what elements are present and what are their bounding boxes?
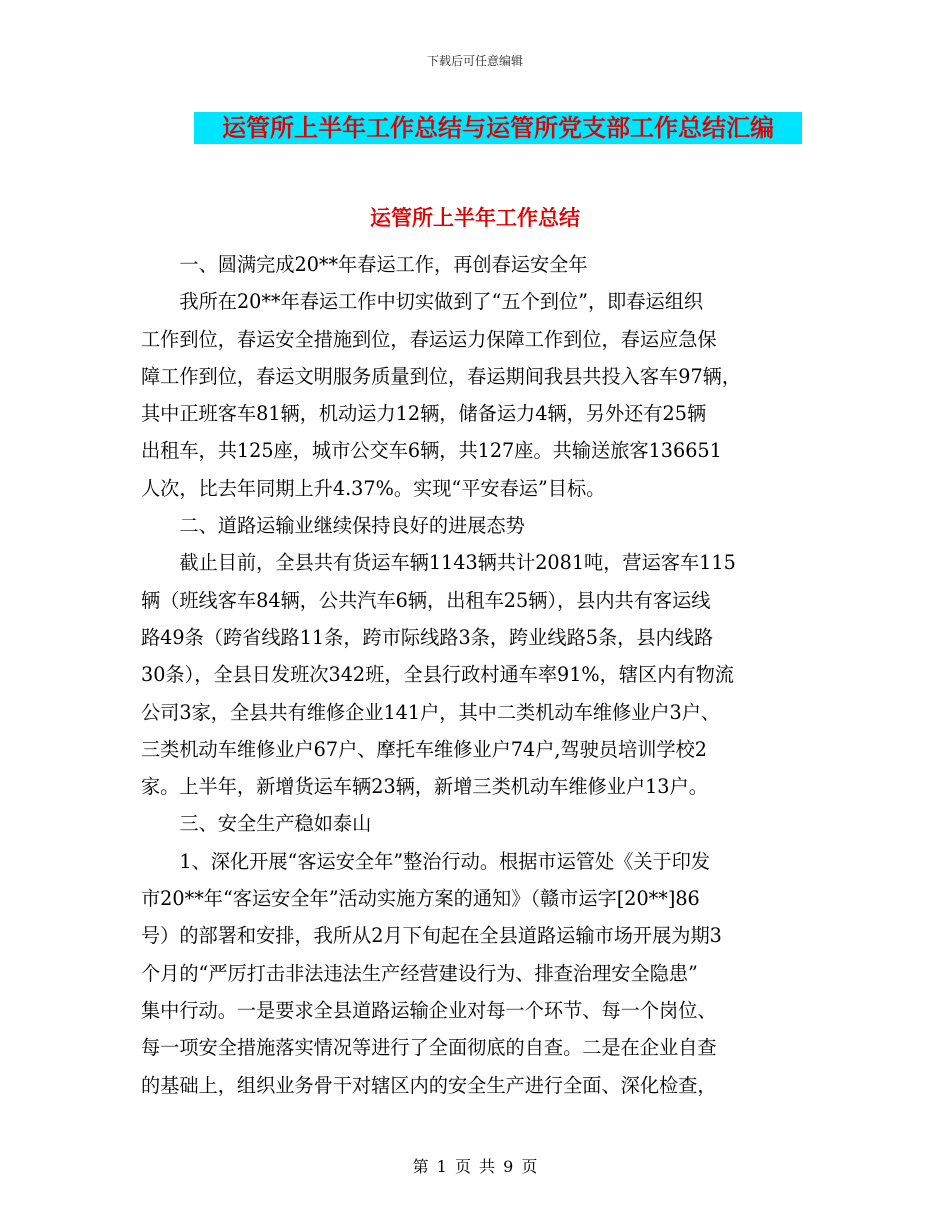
section-title: 运管所上半年工作总结 — [370, 206, 580, 230]
heading-3: 三、安全生产稳如泰山 — [179, 812, 372, 836]
paragraph-line: 辆（班线客车84辆，公共汽车6辆，出租车25辆），县内共有客运线 — [141, 588, 711, 612]
heading-1: 一、圆满完成20**年春运工作，再创春运安全年 — [179, 253, 588, 276]
document-body — [141, 246, 814, 1104]
paragraph-line: 公司3家，全县共有维修企业141户，其中二类机动车维修业户3户、 — [141, 700, 721, 724]
paragraph-line: 其中正班客车81辆，机动运力12辆，储备运力4辆，另外还有25辆 — [141, 402, 707, 426]
paragraph-line: 三类机动车维修业户67户、摩托车维修业户74户,驾驶员培训学校2 — [141, 737, 708, 761]
paragraph-line: 工作到位，春运安全措施到位，春运运力保障工作到位，春运应急保 — [141, 327, 717, 351]
paragraph-line: 出租车，共125座，城市公交车6辆，共127座。共输送旅客136651 — [141, 439, 722, 463]
paragraph-line: 路49条（跨省线路11条，跨市际线路3条，跨业线路5条，县内线路 — [141, 625, 714, 649]
paragraph-line: 家。上半年，新增货运车辆23辆，新增三类机动车维修业户13户。 — [141, 775, 708, 799]
paragraph-line: 市20**年“客运安全年”活动实施方案的通知》（赣市运字[20**]86 — [141, 887, 700, 911]
paragraph-line: 每一项安全措施落实情况等进行了全面彻底的自查。二是在企业自查 — [141, 1036, 717, 1060]
document-title: 运管所上半年工作总结与运管所党支部工作总结汇编 — [194, 112, 802, 144]
paragraph-line: 集中行动。一是要求全县道路运输企业对每一个环节、每一个岗位、 — [141, 998, 717, 1022]
paragraph-line: 个月的“严厉打击非法违法生产经营建设行为、排查治理安全隐患” — [141, 961, 698, 985]
header-note: 下载后可任意编辑 — [426, 54, 523, 68]
paragraph-line: 截止目前，全县共有货运车辆1143辆共计2081吨，营运客车115 — [179, 551, 736, 575]
paragraph-line: 30条），全县日发班次342班，全县行政村通车率91%，辖区内有物流 — [141, 663, 734, 687]
paragraph-line: 1、深化开展“客运安全年”整治行动。根据市运管处《关于印发 — [179, 849, 711, 873]
heading-2: 二、道路运输业继续保持良好的进展态势 — [179, 514, 525, 538]
page-footer: 第 1 页 共 9 页 — [412, 1157, 538, 1176]
paragraph-line: 的基础上，组织业务骨干对辖区内的安全生产进行全面、深化检查， — [141, 1073, 717, 1097]
paragraph-line: 人次，比去年同期上升4.37%。实现“平安春运”目标。 — [141, 476, 606, 500]
paragraph-line: 障工作到位，春运文明服务质量到位，春运期间我县共投入客车97辆， — [141, 364, 742, 388]
paragraph-line: 号）的部署和安排，我所从2月下旬起在全县道路运输市场开展为期3 — [141, 924, 722, 948]
paragraph-line: 我所在20**年春运工作中切实做到了“五个到位”，即春运组织 — [179, 290, 704, 314]
